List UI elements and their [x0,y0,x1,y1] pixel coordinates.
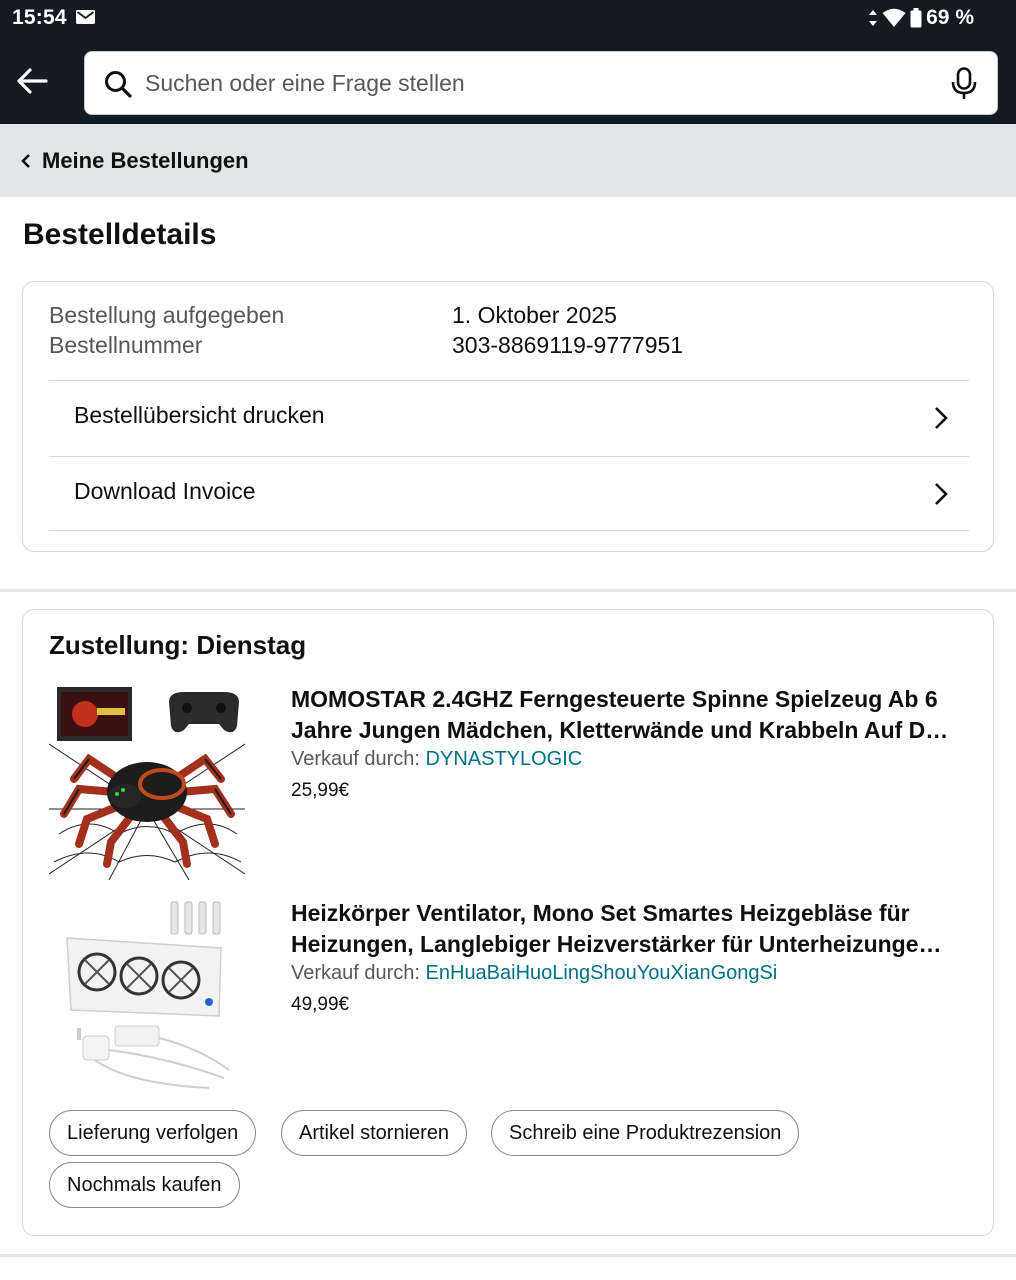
product-seller [291,962,777,985]
delivery-title: Zustellung: Dienstag [49,630,307,660]
chevron-right-icon [933,481,949,507]
product-price: 49,99€ [291,994,350,1015]
status-indicators [868,5,974,31]
order-date-label: Bestellung aufgegeben [49,302,285,328]
product-title[interactable] [291,898,969,960]
section-divider [0,1254,1016,1257]
product-title-line: Jahre Jungen Mädchen, Kletterwände und Krabbeln Auf D… [291,717,949,743]
order-number-value: 303-8869119-9777951 [452,332,684,358]
search-box[interactable] [84,51,998,115]
data-arrows-icon [868,9,878,27]
breadcrumb[interactable] [0,124,1016,197]
seller-prefix: Verkauf durch: [291,962,426,984]
product-title[interactable] [291,684,969,746]
chevron-left-icon [20,153,32,169]
cancel-item-button[interactable]: Artikel stornieren [281,1110,467,1156]
product-image-heater-fan[interactable] [49,898,245,1094]
mail-icon [76,10,95,24]
order-info-card [22,281,994,552]
buy-again-button[interactable]: Nochmals kaufen [49,1162,240,1208]
track-delivery-button[interactable]: Lieferung verfolgen [49,1110,256,1156]
search-input[interactable] [145,52,925,114]
product-seller [291,748,582,771]
print-order-link[interactable] [49,380,969,455]
section-divider [0,589,1016,592]
product-title-line: MOMOSTAR 2.4GHZ Ferngesteuerte Spinne Spielzeug Ab 6 [291,686,938,712]
download-invoice-label: Download Invoice [74,478,256,504]
seller-link[interactable]: EnHuaBaiHuoLingShouYouXianGongSi [425,962,778,984]
battery-level: 69 % [926,6,974,29]
download-invoice-link[interactable] [49,456,969,531]
product-image-spider[interactable] [49,684,245,880]
product-title-line: Heizkörper Ventilator, Mono Set Smartes Heizgebläse für [291,900,910,926]
order-number-label: Bestellnummer [49,332,203,358]
page-title: Bestelldetails [23,218,217,251]
battery-icon [910,8,922,28]
search-header [0,36,1016,124]
back-arrow-icon[interactable] [14,62,52,100]
print-order-label: Bestellübersicht drucken [74,402,325,428]
delivery-card [22,609,994,1236]
wifi-icon [882,8,906,28]
breadcrumb-label: Meine Bestellungen [42,147,249,173]
order-date-value: 1. Oktober 2025 [452,302,617,328]
product-title-line: Heizungen, Langlebiger Heizverstärker für Unterheizunge… [291,931,942,957]
status-time: 15:54 [12,6,67,29]
chevron-right-icon [933,405,949,431]
product-price: 25,99€ [291,780,350,801]
seller-prefix: Verkauf durch: [291,748,426,770]
write-review-button[interactable]: Schreib eine Produktrezension [491,1110,799,1156]
status-bar [0,0,1016,36]
microphone-icon[interactable] [949,67,979,101]
seller-link[interactable]: DYNASTYLOGIC [425,748,583,770]
search-icon [103,69,133,99]
